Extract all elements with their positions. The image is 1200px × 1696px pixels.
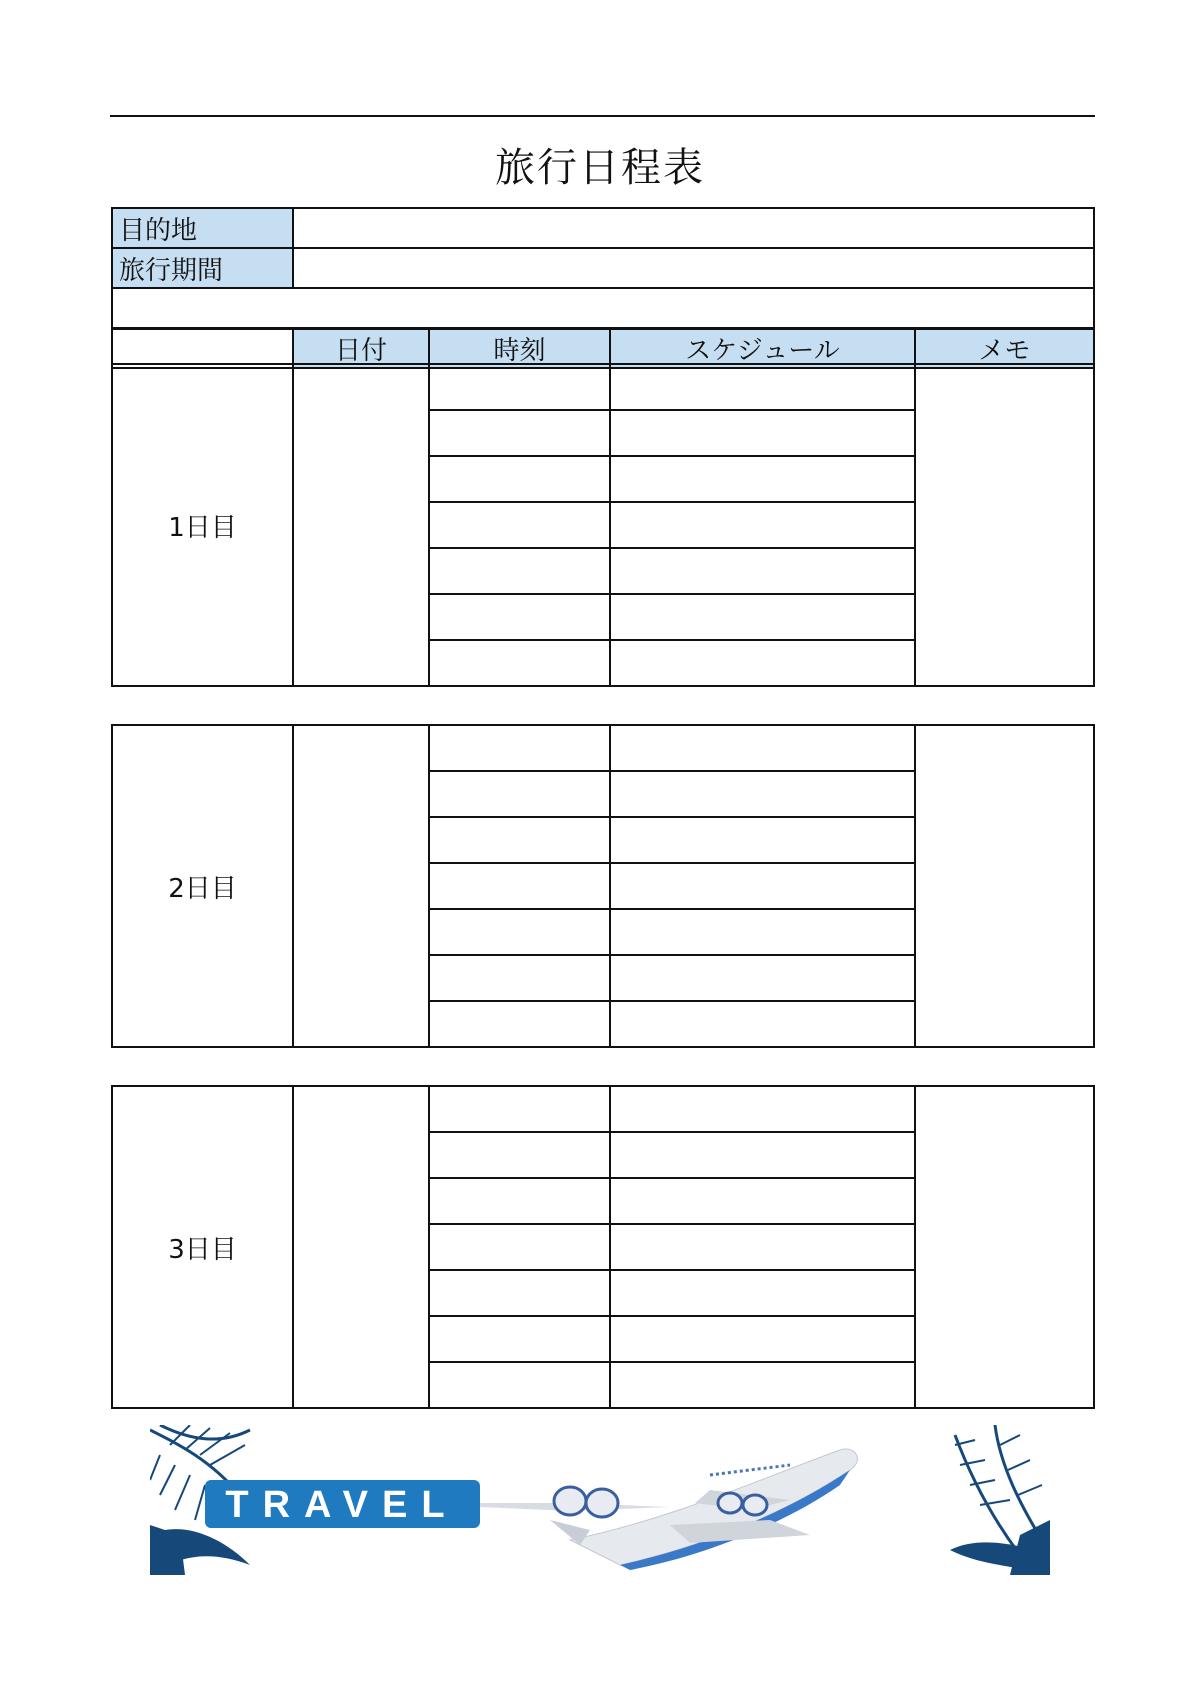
time-cell[interactable]: [429, 1086, 610, 1132]
time-cell[interactable]: [429, 955, 610, 1001]
time-cell[interactable]: [429, 410, 610, 456]
time-cell[interactable]: [429, 1270, 610, 1316]
page-title: 旅行日程表: [495, 145, 705, 191]
time-cell[interactable]: [429, 1316, 610, 1362]
schedule-cell[interactable]: [610, 817, 915, 863]
time-cell[interactable]: [429, 594, 610, 640]
top-rule: [110, 115, 1095, 117]
schedule-cell[interactable]: [610, 725, 915, 771]
schedule-cell[interactable]: [610, 909, 915, 955]
time-cell[interactable]: [429, 817, 610, 863]
blank-row: [112, 288, 1094, 328]
schedule-cell[interactable]: [610, 502, 915, 548]
trip-info-table: [111, 207, 1095, 329]
schedule-cell[interactable]: [610, 1086, 915, 1132]
period-label: 旅行期間: [112, 248, 293, 288]
day-label: 2日目: [112, 725, 293, 1047]
travel-logo: [205, 1480, 480, 1528]
airplane-icon: [480, 1449, 857, 1570]
date-cell[interactable]: [293, 364, 429, 686]
time-cell[interactable]: [429, 640, 610, 686]
schedule-cell[interactable]: [610, 456, 915, 502]
time-cell[interactable]: [429, 456, 610, 502]
date-cell[interactable]: [293, 1086, 429, 1408]
time-cell[interactable]: [429, 1362, 610, 1408]
schedule-cell[interactable]: [610, 1316, 915, 1362]
time-cell[interactable]: [429, 863, 610, 909]
header-schedule: スケジュール: [610, 329, 915, 368]
header-memo: メモ: [915, 329, 1094, 368]
period-field[interactable]: [293, 248, 1094, 288]
time-cell[interactable]: [429, 502, 610, 548]
schedule-cell[interactable]: [610, 1178, 915, 1224]
destination-row: [112, 208, 1094, 248]
day-table: [111, 363, 1095, 687]
schedule-cell[interactable]: [610, 640, 915, 686]
time-cell[interactable]: [429, 548, 610, 594]
time-cell[interactable]: [429, 364, 610, 410]
table-row: [112, 1086, 1094, 1132]
schedule-cell[interactable]: [610, 955, 915, 1001]
memo-cell[interactable]: [915, 725, 1094, 1047]
date-cell[interactable]: [293, 725, 429, 1047]
time-cell[interactable]: [429, 1178, 610, 1224]
destination-label: 目的地: [112, 208, 293, 248]
day-label: 1日目: [112, 364, 293, 686]
header-time: 時刻: [429, 329, 610, 368]
schedule-cell[interactable]: [610, 364, 915, 410]
day-label: 3日目: [112, 1086, 293, 1408]
blank-field[interactable]: [112, 288, 1094, 328]
travel-banner: [150, 1425, 1050, 1580]
schedule-cell[interactable]: [610, 548, 915, 594]
time-cell[interactable]: [429, 909, 610, 955]
palm-right-icon: [950, 1425, 1050, 1575]
table-row: [112, 364, 1094, 410]
schedule-cell[interactable]: [610, 594, 915, 640]
memo-cell[interactable]: [915, 364, 1094, 686]
time-cell[interactable]: [429, 771, 610, 817]
schedule-cell[interactable]: [610, 1001, 915, 1047]
schedule-cell[interactable]: [610, 1362, 915, 1408]
time-cell[interactable]: [429, 1132, 610, 1178]
schedule-cell[interactable]: [610, 771, 915, 817]
time-cell[interactable]: [429, 1224, 610, 1270]
day-table: [111, 724, 1095, 1048]
schedule-cell[interactable]: [610, 1132, 915, 1178]
destination-field[interactable]: [293, 208, 1094, 248]
travel-text: TRAVEL: [225, 1484, 459, 1526]
day-table: [111, 1085, 1095, 1409]
time-cell[interactable]: [429, 725, 610, 771]
schedule-cell[interactable]: [610, 1270, 915, 1316]
schedule-cell[interactable]: [610, 863, 915, 909]
table-row: [112, 725, 1094, 771]
header-date: 日付: [293, 329, 429, 368]
schedule-cell[interactable]: [610, 410, 915, 456]
schedule-cell[interactable]: [610, 1224, 915, 1270]
period-row: [112, 248, 1094, 288]
memo-cell[interactable]: [915, 1086, 1094, 1408]
time-cell[interactable]: [429, 1001, 610, 1047]
